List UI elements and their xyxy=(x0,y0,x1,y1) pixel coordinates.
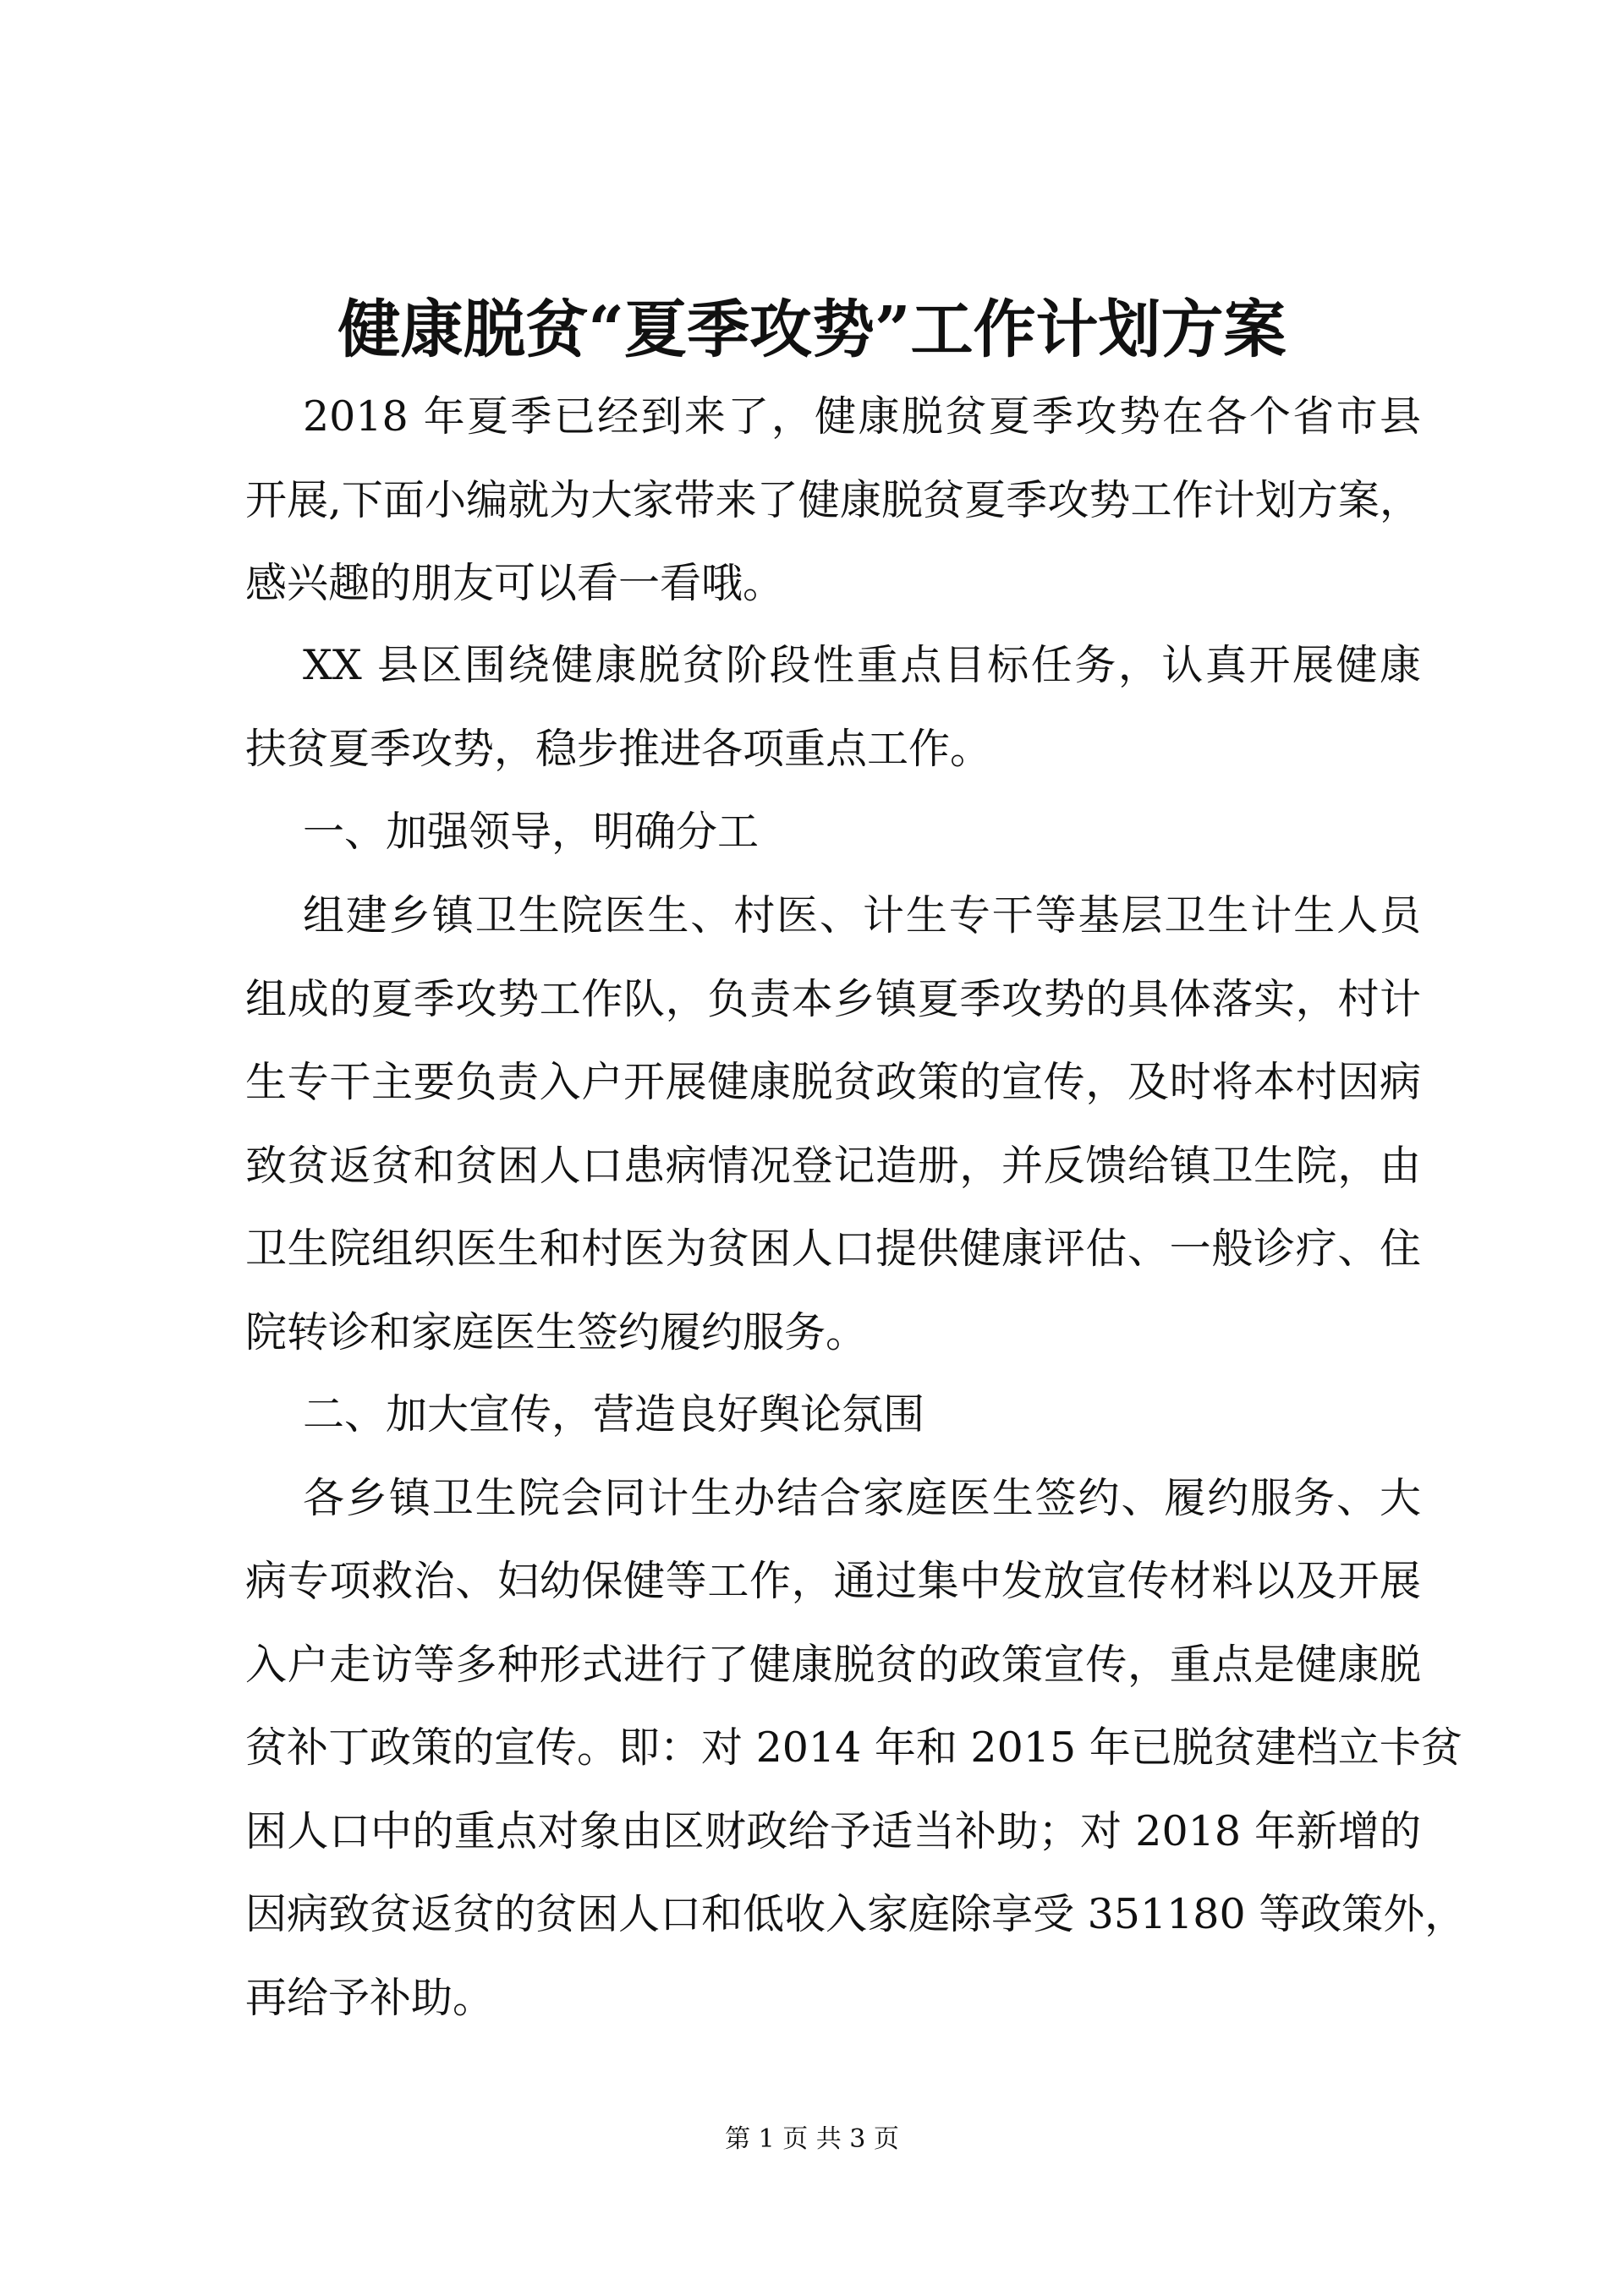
paragraph-line: 2018 年夏季已经到来了，健康脱贫夏季攻势在各个省市县 xyxy=(303,392,1421,441)
paragraph-line: 感兴趣的朋友可以看一看哦。 xyxy=(245,559,785,607)
paragraph-line: 卫生院组织医生和村医为贫困人口提供健康评估、一般诊疗、住 xyxy=(245,1225,1421,1273)
paragraph-line: 困人口中的重点对象由区财政给予适当补助；对 2018 年新增的 xyxy=(245,1807,1421,1855)
paragraph-line: 扶贫夏季攻势，稳步推进各项重点工作。 xyxy=(245,725,992,773)
paragraph-line: 因病致贫返贫的贫困人口和低收入家庭除享受 351180 等政策外， xyxy=(245,1890,1467,1938)
paragraph-line: 致贫返贫和贫困人口患病情况登记造册，并反馈给镇卫生院，由 xyxy=(245,1142,1421,1190)
paragraph-line: 再给予补助。 xyxy=(245,1974,495,2022)
paragraph-line: 贫补丁政策的宣传。即：对 2014 年和 2015 年已脱贫建档立卡贫 xyxy=(245,1723,1462,1772)
paragraph-line: 开展,下面小编就为大家带来了健康脱贫夏季攻势工作计划方案， xyxy=(245,476,1421,524)
document-title: 健康脱贫“夏季攻势”工作计划方案 xyxy=(337,293,1287,366)
paragraph-line: 各乡镇卫生院会同计生办结合家庭医生签约、履约服务、大 xyxy=(303,1474,1421,1522)
section-heading: 二、加大宣传，营造良好舆论氛围 xyxy=(303,1390,925,1438)
paragraph-line: 生专干主要负责入户开展健康脱贫政策的宣传，及时将本村因病 xyxy=(245,1058,1421,1106)
paragraph-line: XX 县区围绕健康脱贫阶段性重点目标任务，认真开展健康 xyxy=(303,641,1421,689)
page-footer: 第 1 页 共 3 页 xyxy=(725,2124,899,2154)
paragraph-line: 组成的夏季攻势工作队，负责本乡镇夏季攻势的具体落实，村计 xyxy=(245,975,1421,1023)
paragraph-line: 院转诊和家庭医生签约履约服务。 xyxy=(245,1308,868,1356)
section-heading: 一、加强领导，明确分工 xyxy=(303,808,760,856)
paragraph-line: 组建乡镇卫生院医生、村医、计生专干等基层卫生计生人员 xyxy=(303,891,1421,940)
paragraph-line: 入户走访等多种形式进行了健康脱贫的政策宣传，重点是健康脱 xyxy=(245,1641,1421,1689)
paragraph-line: 病专项救治、妇幼保健等工作，通过集中发放宣传材料以及开展 xyxy=(245,1557,1421,1605)
